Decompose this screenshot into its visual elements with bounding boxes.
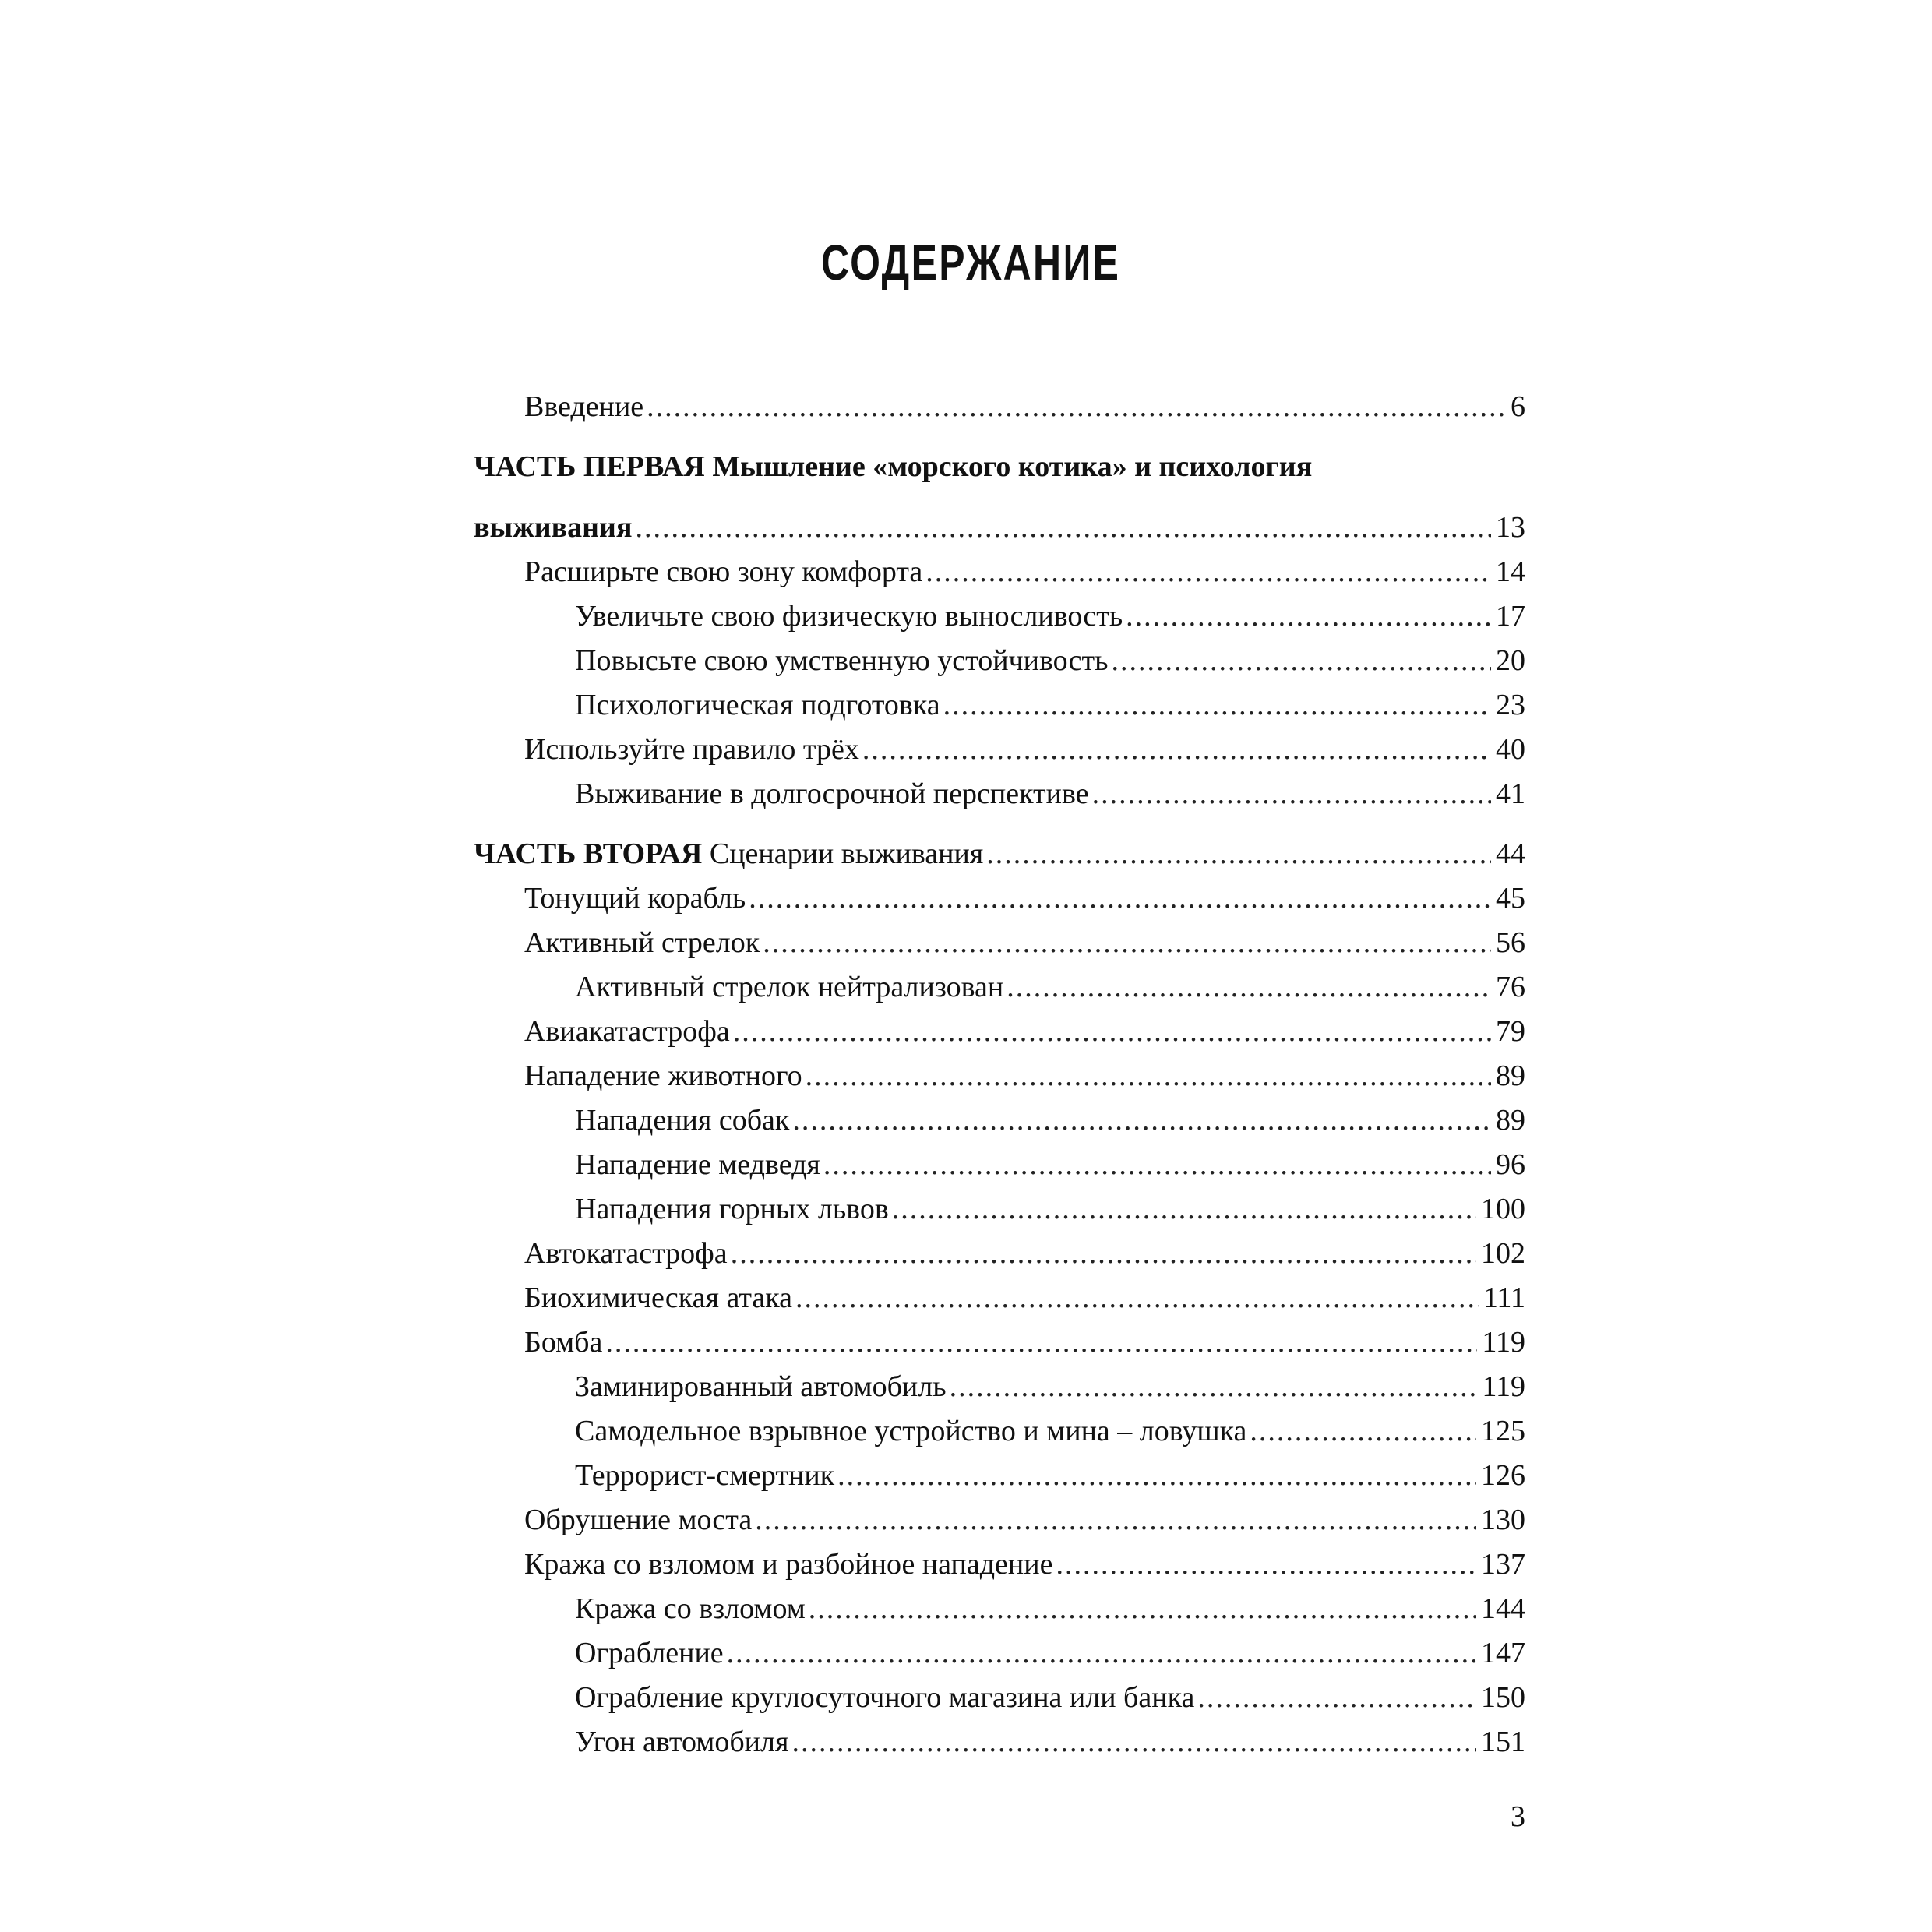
toc-entry-page: 76 [1496, 971, 1525, 1003]
toc-entry-title: Угон автомобиля [575, 1726, 789, 1758]
part-two-page: 44 [1496, 837, 1525, 870]
dot-leader [806, 1054, 1491, 1098]
toc-entry-title: Кража со взломом [575, 1592, 806, 1625]
dot-leader [733, 1010, 1491, 1054]
toc-entry-title: Введение [524, 390, 644, 423]
part-two-title: Сценарии выживания [709, 837, 984, 870]
toc-entry[interactable] [474, 1320, 1525, 1365]
dot-leader [792, 1098, 1491, 1143]
dot-leader [755, 1498, 1476, 1542]
toc-entry-page: 41 [1496, 777, 1525, 810]
toc-entry-title: Расширьте свою зону комфорта [524, 555, 923, 588]
toc-entry-page: 45 [1496, 882, 1525, 915]
toc-entry[interactable] [474, 594, 1525, 639]
toc-entry[interactable] [474, 1232, 1525, 1276]
part-two-entries [474, 876, 1525, 1765]
part-two-heading[interactable] [474, 832, 1525, 876]
toc-entry[interactable] [474, 772, 1525, 816]
toc-entry-page: 119 [1482, 1326, 1525, 1359]
dot-leader [823, 1143, 1491, 1187]
page-title: СОДЕРЖАНИЕ [821, 234, 1121, 291]
toc-entry-page: 150 [1481, 1681, 1525, 1714]
dot-leader [1126, 594, 1491, 639]
dot-leader [809, 1587, 1476, 1631]
part-two-label: ЧАСТЬ ВТОРАЯ [474, 837, 703, 870]
toc-entry-title: Автокатастрофа [524, 1237, 728, 1270]
toc-entry[interactable] [474, 1365, 1525, 1409]
dot-leader [892, 1187, 1476, 1232]
dot-leader [943, 683, 1491, 728]
dot-leader [1197, 1676, 1476, 1720]
dot-leader [647, 385, 1506, 429]
toc-entry-page: 102 [1481, 1237, 1525, 1270]
toc-entry[interactable] [474, 1054, 1525, 1098]
toc-entry[interactable] [474, 876, 1525, 921]
toc-entry-page: 125 [1481, 1415, 1525, 1447]
dot-leader [1250, 1409, 1476, 1454]
dot-leader [636, 506, 1491, 550]
part-one-label: ЧАСТЬ ПЕРВАЯ [474, 450, 705, 483]
toc-entry-page: 79 [1496, 1015, 1525, 1048]
table-of-contents [474, 385, 1525, 1765]
toc-entry-title: Активный стрелок [524, 926, 760, 959]
part-one-title-line1: Мышление «морского котика» и психология [712, 450, 1313, 483]
toc-entry[interactable] [474, 1454, 1525, 1498]
toc-entry[interactable] [474, 550, 1525, 594]
toc-entry-page: 17 [1496, 600, 1525, 633]
toc-entry-page: 6 [1511, 390, 1525, 423]
toc-entry-title: Активный стрелок нейтрализован [575, 971, 1004, 1003]
dot-leader [1056, 1542, 1476, 1587]
toc-entry-title: Ограбление [575, 1637, 724, 1669]
toc-entry-title: Обрушение моста [524, 1504, 753, 1536]
dot-leader [862, 728, 1491, 772]
part-one-title-line2: выживания [474, 511, 633, 544]
toc-entry[interactable] [474, 1498, 1525, 1542]
toc-entry-title: Бомба [524, 1326, 603, 1359]
toc-entry-page: 147 [1481, 1637, 1525, 1669]
dot-leader [1007, 965, 1491, 1010]
dot-leader [837, 1454, 1476, 1498]
toc-entry-title: Ограбление круглосуточного магазина или банка [575, 1681, 1195, 1714]
toc-entry-title: Психологическая подготовка [575, 689, 940, 721]
dot-leader [731, 1232, 1476, 1276]
toc-entry[interactable] [474, 1676, 1525, 1720]
toc-entry-page: 20 [1496, 644, 1525, 677]
toc-entry[interactable] [474, 639, 1525, 683]
toc-entry-title: Используйте правило трёх [524, 733, 859, 766]
dot-leader [1092, 772, 1491, 816]
toc-entry-page: 111 [1482, 1282, 1525, 1314]
toc-entry-title: Нападения собак [575, 1104, 790, 1137]
toc-entry-title: Самодельное взрывное устройство и мина – ловушка [575, 1415, 1247, 1447]
toc-entry-page: 40 [1496, 733, 1525, 766]
toc-entry-title: Кража со взломом и разбойное нападение [524, 1548, 1053, 1581]
toc-entry-page: 14 [1496, 555, 1525, 588]
part-one [474, 445, 1525, 816]
toc-entry-title: Тонущий корабль [524, 882, 746, 915]
toc-entry[interactable] [474, 965, 1525, 1010]
toc-entry-page: 89 [1496, 1059, 1525, 1092]
dot-leader [950, 1365, 1478, 1409]
dot-leader [763, 921, 1491, 965]
toc-entry[interactable] [474, 1542, 1525, 1587]
toc-entry-title: Авиакатастрофа [524, 1015, 730, 1048]
part-one-page: 13 [1496, 511, 1525, 544]
toc-entry[interactable] [474, 1098, 1525, 1143]
toc-entry-title: Биохимическая атака [524, 1282, 793, 1314]
toc-entry[interactable] [474, 921, 1525, 965]
toc-entry[interactable] [474, 1010, 1525, 1054]
part-two [474, 832, 1525, 1765]
dot-leader [749, 876, 1491, 921]
dot-leader [605, 1320, 1477, 1365]
toc-entry[interactable] [474, 1631, 1525, 1676]
toc-entry[interactable] [474, 1276, 1525, 1320]
toc-entry-page: 151 [1481, 1726, 1525, 1758]
dot-leader [791, 1720, 1476, 1765]
toc-entry[interactable] [474, 683, 1525, 728]
toc-entry[interactable] [474, 1587, 1525, 1631]
toc-entry-title: Повысьте свою умственную устойчивость [575, 644, 1109, 677]
toc-entry-page: 130 [1481, 1504, 1525, 1536]
toc-entry-title: Террорист-смертник [575, 1459, 835, 1492]
toc-entry-title: Нападение медведя [575, 1148, 820, 1181]
part-one-entries [474, 550, 1525, 816]
toc-entry[interactable] [474, 1187, 1525, 1232]
part-one-heading-end[interactable] [474, 506, 1525, 550]
toc-entry-page: 100 [1481, 1193, 1525, 1225]
toc-entry[interactable] [474, 1143, 1525, 1187]
toc-entry-page: 89 [1496, 1104, 1525, 1137]
toc-entry[interactable] [474, 1720, 1525, 1765]
toc-entry-title: Увеличьте свою физическую выносливость [575, 600, 1123, 633]
toc-entry-page: 137 [1481, 1548, 1525, 1581]
toc-entry-title: Выживание в долгосрочной перспективе [575, 777, 1089, 810]
dot-leader [795, 1276, 1479, 1320]
dot-leader [727, 1631, 1476, 1676]
toc-entry[interactable] [474, 728, 1525, 772]
toc-entry-page: 119 [1482, 1370, 1525, 1403]
page-number: 3 [1511, 1800, 1525, 1833]
toc-entry-page: 23 [1496, 689, 1525, 721]
toc-entry-page: 56 [1496, 926, 1525, 959]
dot-leader [1111, 639, 1491, 683]
toc-entry-title: Нападения горных львов [575, 1193, 889, 1225]
toc-entry[interactable] [474, 1409, 1525, 1454]
toc-entry-page: 144 [1481, 1592, 1525, 1625]
dot-leader [925, 550, 1491, 594]
toc-entry-introduction[interactable] [474, 385, 1525, 429]
part-one-heading[interactable] [474, 445, 1525, 489]
toc-entry-title: Нападение животного [524, 1059, 802, 1092]
toc-entry-page: 96 [1496, 1148, 1525, 1181]
dot-leader [986, 832, 1491, 876]
toc-entry-page: 126 [1481, 1459, 1525, 1492]
toc-entry-title: Заминированный автомобиль [575, 1370, 947, 1403]
